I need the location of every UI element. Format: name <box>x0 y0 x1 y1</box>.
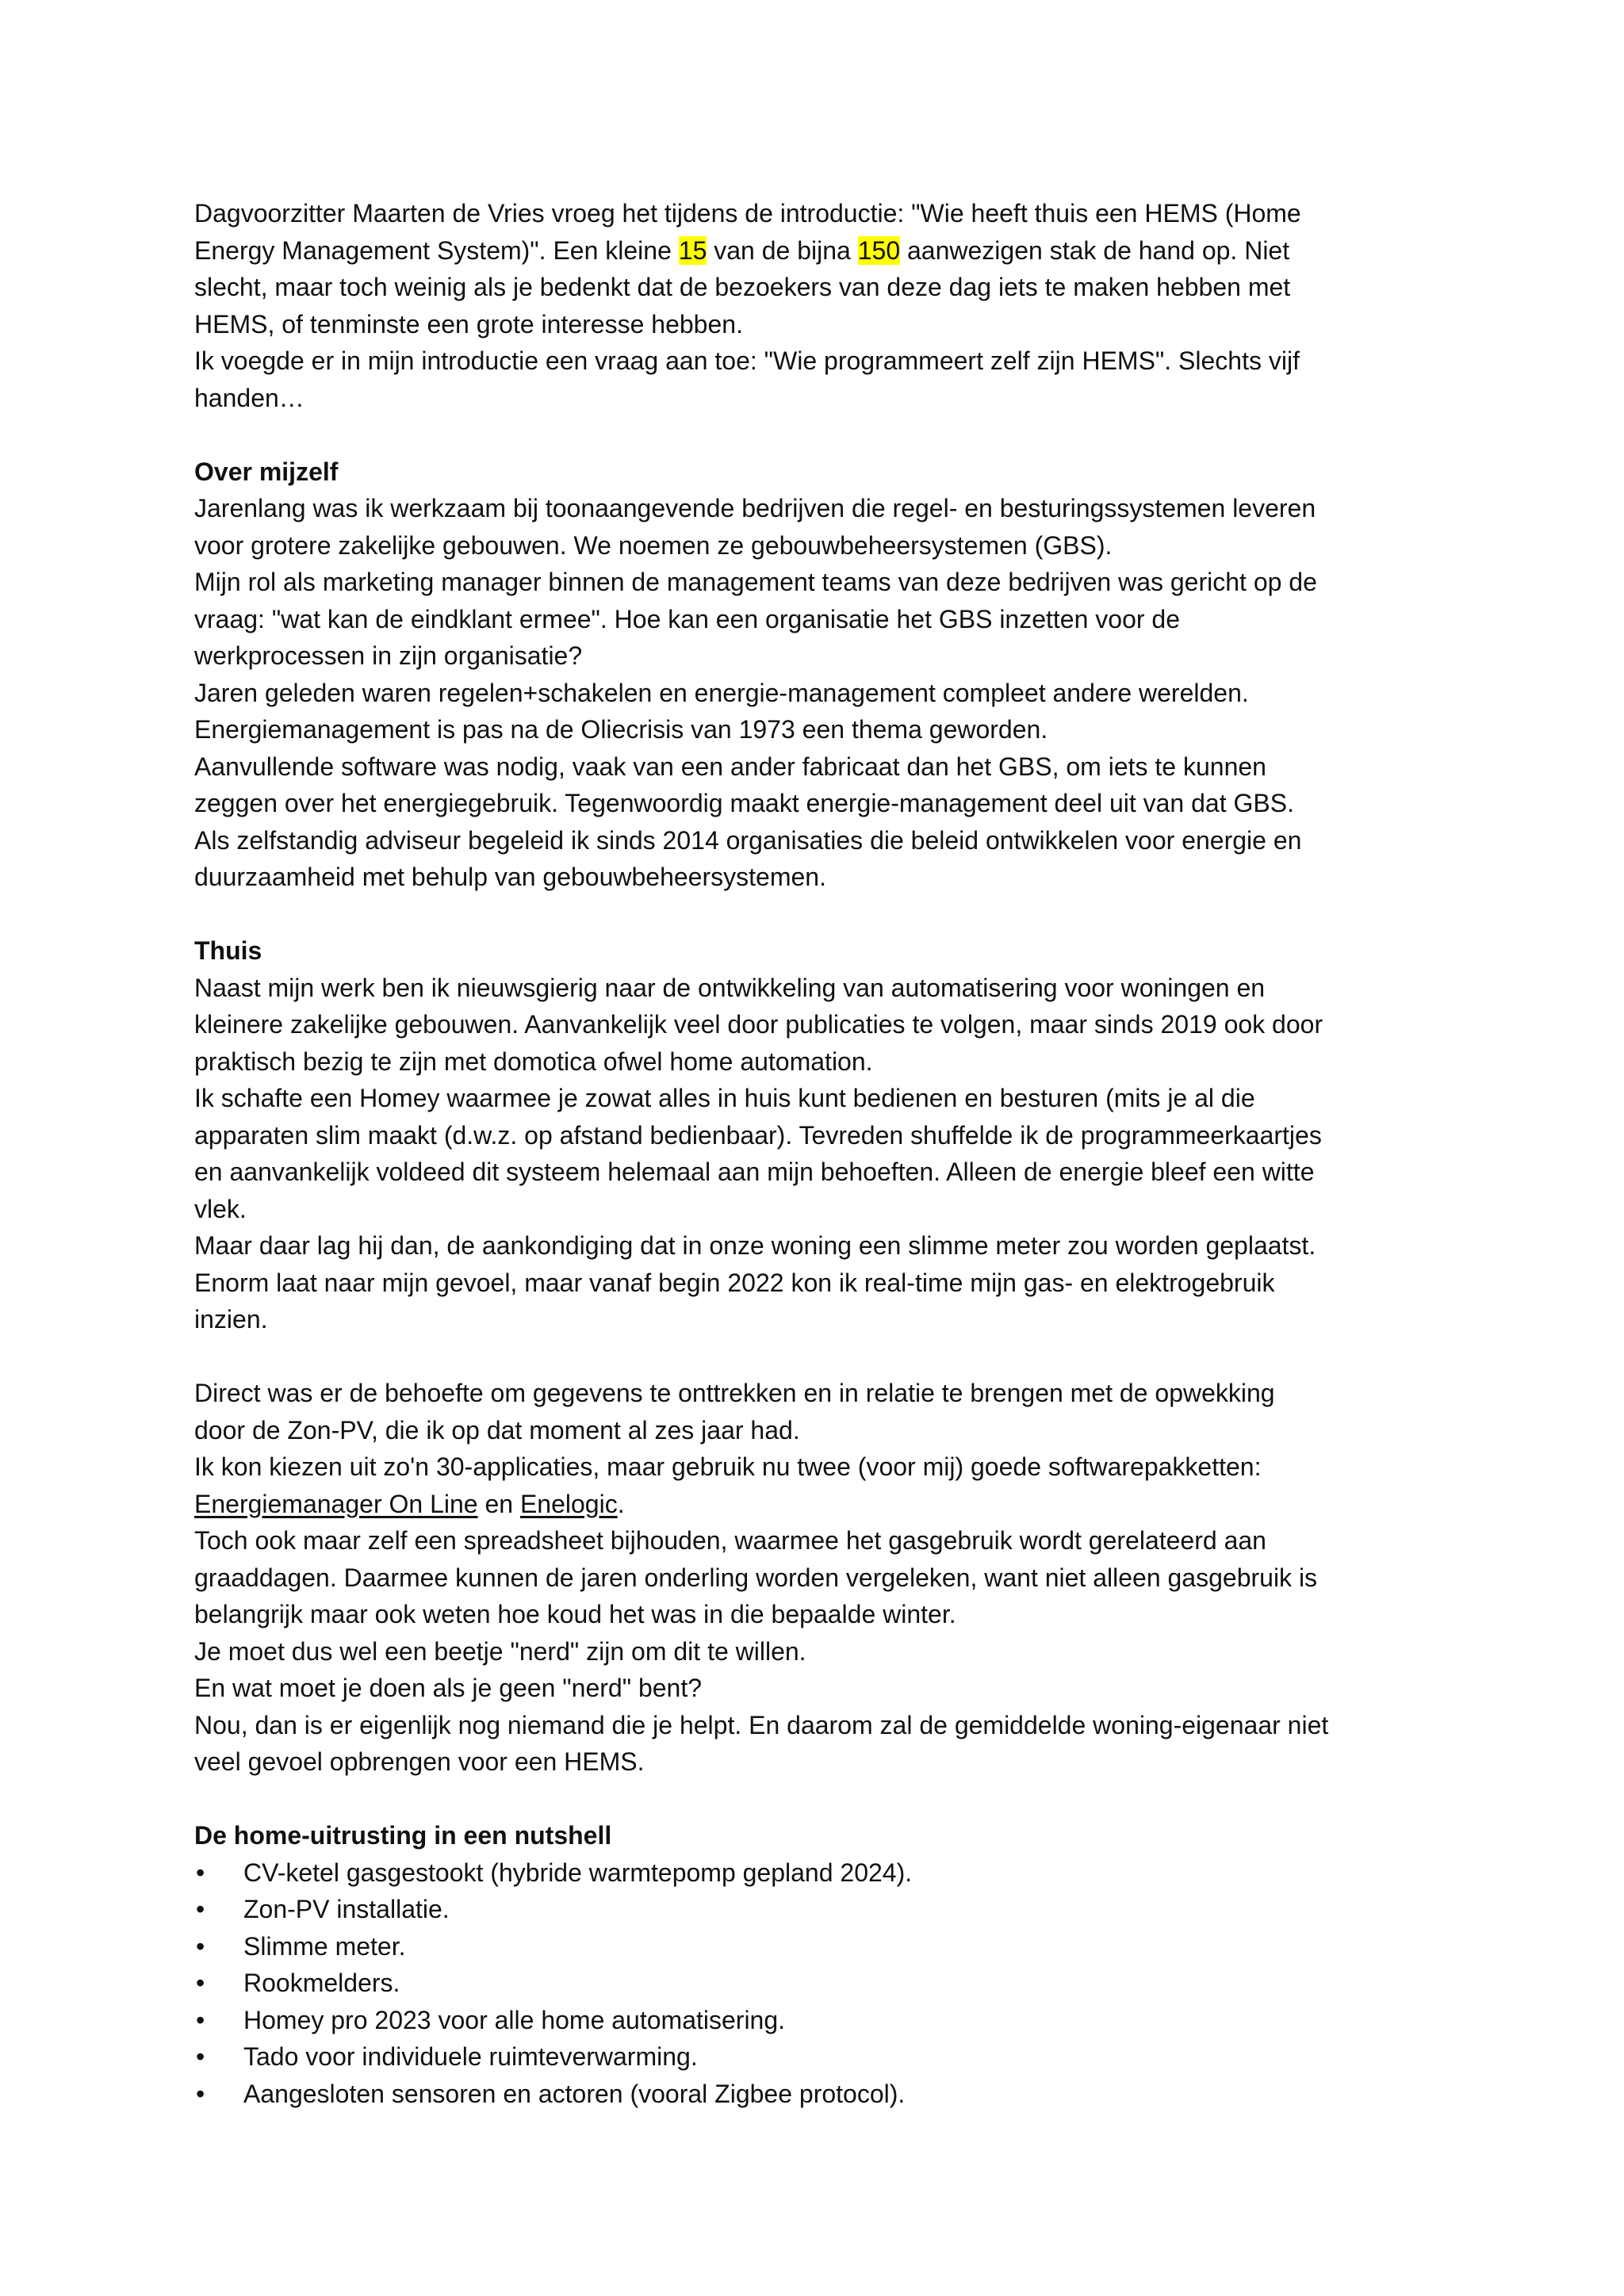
paragraph-line: Jarenlang was ik werkzaam bij toonaangevende bedrijven die regel- en besturingssystemen leveren <box>194 494 1316 522</box>
paragraph-line: apparaten slim maakt (d.w.z. op afstand bedienbaar). Tevreden shuffelde ik de programmeerkaartjes <box>194 1120 1322 1150</box>
intro-line-2 <box>194 232 1455 270</box>
intro-line-4: HEMS, of tenminste een grote interesse hebben. <box>194 309 743 339</box>
spacer <box>194 416 1455 453</box>
paragraph-line: veel gevoel opbrengen voor een HEMS. <box>194 1747 645 1776</box>
paragraph-line: Naast mijn werk ben ik nieuwsgierig naar de ontwikkeling van automatisering voor woningen en <box>194 973 1266 1002</box>
list-item <box>194 1891 1455 1928</box>
paragraph-line: Aanvullende software was nodig, vaak van een ander fabricaat dan het GBS, om iets te kunnen <box>194 752 1266 781</box>
list-item-text: Tado voor individuele ruimteverwarming. <box>243 2042 698 2071</box>
list-item-text: CV-ketel gasgestookt (hybride warmtepomp gepland 2024). <box>243 1858 913 1887</box>
intro-line-5: Ik voegde er in mijn introductie een vraag aan toe: "Wie programmeert zelf zijn HEMS". Slechts vijf <box>194 346 1300 375</box>
list-item <box>194 2038 1455 2076</box>
paragraph-line: vlek. <box>194 1194 247 1223</box>
paragraph-line: en aanvankelijk voldeed dit systeem helemaal aan mijn behoeften. Alleen de energie bleef een witte <box>194 1158 1315 1186</box>
paragraph-line: Energiemanagement is pas na de Oliecrisis van 1973 een thema geworden. <box>194 715 1048 744</box>
highlight-count-15: 15 <box>678 235 707 265</box>
paragraph-line: vraag: "wat kan de eindklant ermee". Hoe kan een organisatie het GBS inzetten voor de <box>194 604 1181 633</box>
section-uitrusting <box>194 1817 1455 2112</box>
links-line <box>194 1486 1455 1523</box>
paragraph-line: Ik kon kiezen uit zo'n 30-applicaties, maar gebruik nu twee (voor mij) goede softwarepakketten: <box>194 1452 1262 1481</box>
bullet-icon: • <box>196 2005 205 2034</box>
section-heading-over-mijzelf: Over mijzelf <box>194 457 339 486</box>
section-thuis <box>194 932 1455 1781</box>
paragraph-line: Nou, dan is er eigenlijk nog niemand die je helpt. En daarom zal de gemiddelde woning-eigenaar niet <box>194 1710 1329 1739</box>
paragraph-line: werkprocessen in zijn organisatie? <box>194 641 583 670</box>
paragraph-line: praktisch bezig te zijn met domotica ofwel home automation. <box>194 1047 873 1076</box>
list-item-text: Aangesloten sensoren en actoren (vooral Zigbee protocol). <box>243 2079 906 2108</box>
paragraph-line: duurzaamheid met behulp van gebouwbeheersystemen. <box>194 863 826 891</box>
paragraph-line: kleinere zakelijke gebouwen. Aanvankelijk veel door publicaties te volgen, maar sinds 2019 ook door <box>194 1010 1323 1039</box>
paragraph-line: zeggen over het energiegebruik. Tegenwoordig maakt energie-management deel uit van dat GBS. <box>194 789 1294 817</box>
links-separator: en <box>477 1489 520 1518</box>
list-item-text: Zon-PV installatie. <box>243 1895 450 1923</box>
intro-line-3: slecht, maar toch weinig als je bedenkt dat de bezoekers van deze dag iets te maken hebben met <box>194 273 1291 301</box>
paragraph-line: belangrijk maar ook weten hoe koud het was in die bepaalde winter. <box>194 1600 956 1628</box>
paragraph-line: Je moet dus wel een beetje "nerd" zijn om dit te willen. <box>194 1636 806 1666</box>
paragraph-line: Mijn rol als marketing manager binnen de management teams van deze bedrijven was gericht op de <box>194 568 1317 596</box>
list-item <box>194 1965 1455 2002</box>
spacer <box>194 1781 1455 1818</box>
list-item <box>194 2002 1455 2039</box>
paragraph-line: Maar daar lag hij dan, de aankondiging dat in onze woning een slimme meter zou worden geplaatst. <box>194 1231 1316 1260</box>
paragraph-line: Enorm laat naar mijn gevoel, maar vanaf begin 2022 kon ik real-time mijn gas- en elektrogebruik <box>194 1268 1275 1297</box>
intro-text: van de bijna <box>707 235 858 265</box>
spacer <box>194 1338 1455 1376</box>
list-item-text: Homey pro 2023 voor alle home automatisering. <box>243 2005 786 2034</box>
paragraph-line: Direct was er de behoefte om gegevens te onttrekken en in relatie te brengen met de opwekking <box>194 1379 1275 1407</box>
bullet-icon: • <box>196 1969 205 1997</box>
bullet-icon: • <box>196 1931 205 1961</box>
intro-text: Energy Management System)". Een kleine <box>194 235 679 265</box>
section-heading-thuis: Thuis <box>194 936 262 965</box>
intro-text: aanwezigen stak de hand op. Niet <box>900 235 1290 265</box>
bullet-icon: • <box>196 2079 205 2108</box>
paragraph-line: Ik schafte een Homey waarmee je zowat alles in huis kunt bedienen en besturen (mits je al die <box>194 1084 1255 1112</box>
intro-line-6: handen… <box>194 383 304 412</box>
links-end: . <box>617 1489 625 1518</box>
document-page <box>194 195 1455 2112</box>
list-item <box>194 1928 1455 1965</box>
paragraph-line: Toch ook maar zelf een spreadsheet bijhouden, waarmee het gasgebruik wordt gerelateerd aan <box>194 1526 1266 1555</box>
list-item <box>194 1854 1455 1892</box>
paragraph-line: graaddagen. Daarmee kunnen de jaren onderling worden vergeleken, want niet alleen gasgebruik is <box>194 1563 1318 1592</box>
bullet-icon: • <box>196 2042 205 2071</box>
bullet-icon: • <box>196 1895 205 1923</box>
list-item-text: Rookmelders. <box>243 1969 400 1997</box>
list-item <box>194 2076 1455 2113</box>
paragraph-line: inzien. <box>194 1305 268 1334</box>
section-over-mijzelf <box>194 453 1455 896</box>
link-enelogic[interactable]: Enelogic <box>519 1489 618 1518</box>
link-energiemanager-online[interactable]: Energiemanager On Line <box>194 1489 478 1518</box>
intro-line-1: Dagvoorzitter Maarten de Vries vroeg het tijdens de introductie: "Wie heeft thuis een HEMS (Home <box>194 199 1301 228</box>
equipment-list <box>194 1854 1455 2113</box>
highlight-count-150: 150 <box>857 235 901 265</box>
paragraph-line: door de Zon-PV, die ik op dat moment al zes jaar had. <box>194 1415 800 1445</box>
paragraph-line: voor grotere zakelijke gebouwen. We noemen ze gebouwbeheersystemen (GBS). <box>194 530 1113 560</box>
paragraph-line: Als zelfstandig adviseur begeleid ik sinds 2014 organisaties die beleid ontwikkelen voor energie en <box>194 825 1302 855</box>
paragraph-line: En wat moet je doen als je geen "nerd" bent? <box>194 1674 703 1702</box>
spacer <box>194 896 1455 933</box>
section-heading-uitrusting: De home-uitrusting in een nutshell <box>194 1821 612 1850</box>
paragraph-line: Jaren geleden waren regelen+schakelen en energie-management compleet andere werelden. <box>194 678 1249 707</box>
intro-paragraph <box>194 195 1455 416</box>
bullet-icon: • <box>196 1858 205 1887</box>
list-item-text: Slimme meter. <box>243 1931 406 1961</box>
